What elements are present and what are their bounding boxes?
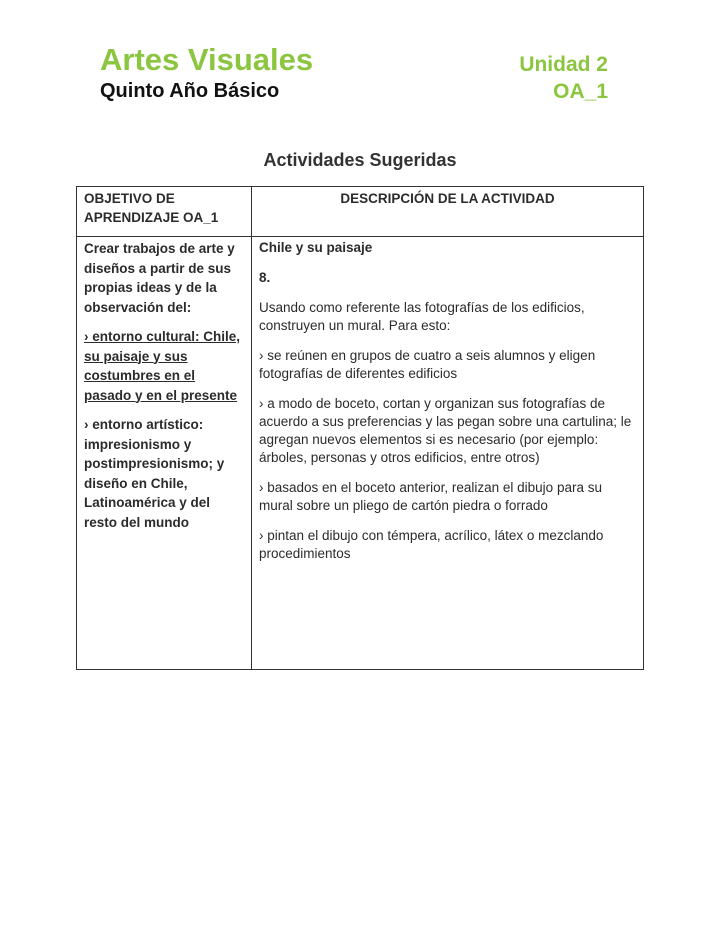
objective-cell [77, 237, 252, 670]
activity-step: › se reúnen en grupos de cuatro a seis alumnos y eligen fotografías de diferentes edificios [259, 348, 596, 381]
activity-table [76, 186, 644, 670]
unit-label: Unidad 2 [519, 53, 608, 76]
activity-number: 8. [259, 270, 271, 285]
objective-item-cultural: › entorno cultural: Chile, su paisaje y sus costumbres en el pasado y en el presente [84, 329, 241, 403]
objective-item-artistic: › entorno artístico: impresionismo y postimpresionismo; y diseño en Chile, Latinoamérica y del resto del mundo [84, 417, 225, 530]
oa-label: OA_1 [553, 80, 608, 103]
activity-intro: Usando como referente las fotografías de los edificios, construyen un mural. Para esto: [259, 300, 585, 333]
table-row [77, 237, 644, 670]
objective-header: OBJETIVO DE APRENDIZAJE OA_1 [77, 187, 252, 237]
description-header: DESCRIPCIÓN DE LA ACTIVIDAD [252, 187, 644, 237]
activity-step: › basados en el boceto anterior, realizan el dibujo para su mural sobre un pliego de cartón piedra o forrado [259, 480, 602, 513]
objective-intro: Crear trabajos de arte y diseños a partir de sus propias ideas y de la observación del: [84, 241, 235, 315]
section-title: Actividades Sugeridas [263, 150, 457, 170]
activity-cell [252, 237, 644, 670]
document-title: Artes Visuales [100, 42, 314, 77]
activity-step: › a modo de boceto, cortan y organizan sus fotografías de acuerdo a sus preferencias y las pegan sobre una cartulina; le agregan nuevos elementos si es necesario (por ejemplo: árboles, personas y otros edificios, entre otros) [259, 396, 632, 465]
activity-step: › pintan el dibujo con témpera, acrílico, látex o mezclando procedimientos [259, 528, 604, 561]
table-header-row [77, 187, 644, 237]
document-subtitle: Quinto Año Básico [100, 80, 280, 102]
activity-title: Chile y su paisaje [259, 240, 373, 255]
